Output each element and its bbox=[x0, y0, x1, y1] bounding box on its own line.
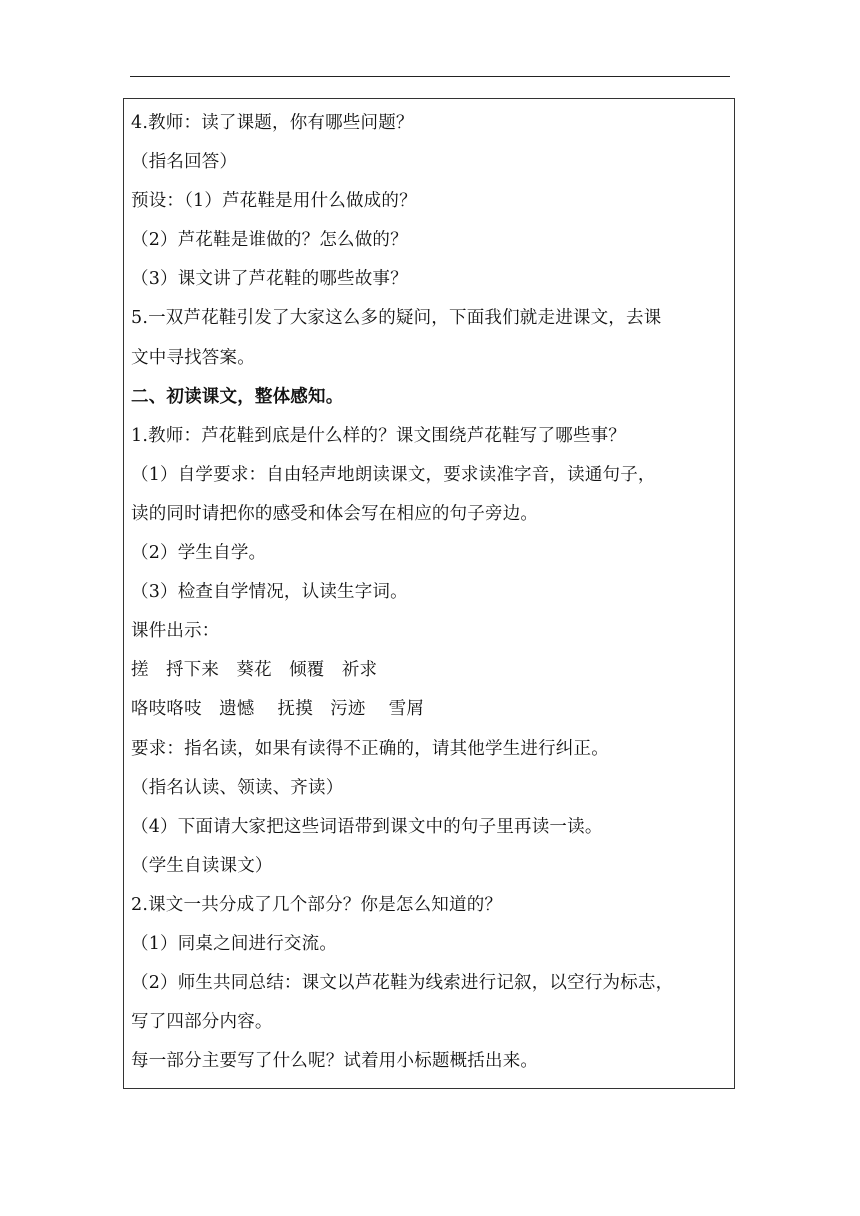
text-line: （2）芦花鞋是谁做的？怎么做的？ bbox=[131, 230, 408, 251]
text-line: 文中寻找答案。 bbox=[131, 347, 255, 368]
text-line: 1.教师：芦花鞋到底是什么样的？课文围绕芦花鞋写了哪些事？ bbox=[131, 425, 626, 446]
text-line: （4）下面请大家把这些词语带到课文中的句子里再读一读。 bbox=[131, 816, 603, 837]
text-line: 5.一双芦花鞋引发了大家这么多的疑问，下面我们就走进课文，去课 bbox=[131, 308, 662, 329]
text-line: 每一部分主要写了什么呢？试着用小标题概括出来。 bbox=[131, 1051, 539, 1072]
text-line: （指名回答） bbox=[131, 152, 238, 173]
text-line: （学生自读课文） bbox=[131, 855, 273, 876]
text-line: 4.教师：读了课题，你有哪些问题？ bbox=[131, 113, 414, 133]
text-line: （1）自学要求：自由轻声地朗读课文，要求读准字音，读通句子， bbox=[131, 464, 656, 485]
header-rule bbox=[130, 76, 730, 77]
text-line: 2.课文一共分成了几个部分？你是怎么知道的？ bbox=[131, 894, 503, 915]
vocabulary-line: 搓 捋下来 葵花 倾覆 祈求 bbox=[131, 660, 378, 681]
lesson-text bbox=[131, 104, 731, 1081]
text-line: （3）检查自学情况，认读生字词。 bbox=[131, 582, 408, 603]
text-line: （1）同桌之间进行交流。 bbox=[131, 933, 338, 954]
text-line: （2）师生共同总结：课文以芦花鞋为线索进行记叙，以空行为标志， bbox=[131, 973, 674, 994]
text-line: （2）学生自学。 bbox=[131, 543, 267, 564]
text-line: 预设：（1）芦花鞋是用什么做成的？ bbox=[131, 191, 417, 212]
vocabulary-line: 咯吱咯吱 遗憾 抚摸 污迹 雪屑 bbox=[131, 699, 425, 720]
text-line: （3）课文讲了芦花鞋的哪些故事？ bbox=[131, 269, 408, 290]
text-line: 写了四部分内容。 bbox=[131, 1012, 273, 1033]
text-line: 课件出示： bbox=[131, 621, 220, 642]
text-line: （指名认读、领读、齐读） bbox=[131, 777, 344, 798]
section-heading: 二、初读课文，整体感知。 bbox=[131, 386, 344, 407]
text-line: 读的同时请把你的感受和体会写在相应的句子旁边。 bbox=[131, 503, 539, 524]
text-line: 要求：指名读，如果有读得不正确的，请其他学生进行纠正。 bbox=[131, 738, 609, 759]
